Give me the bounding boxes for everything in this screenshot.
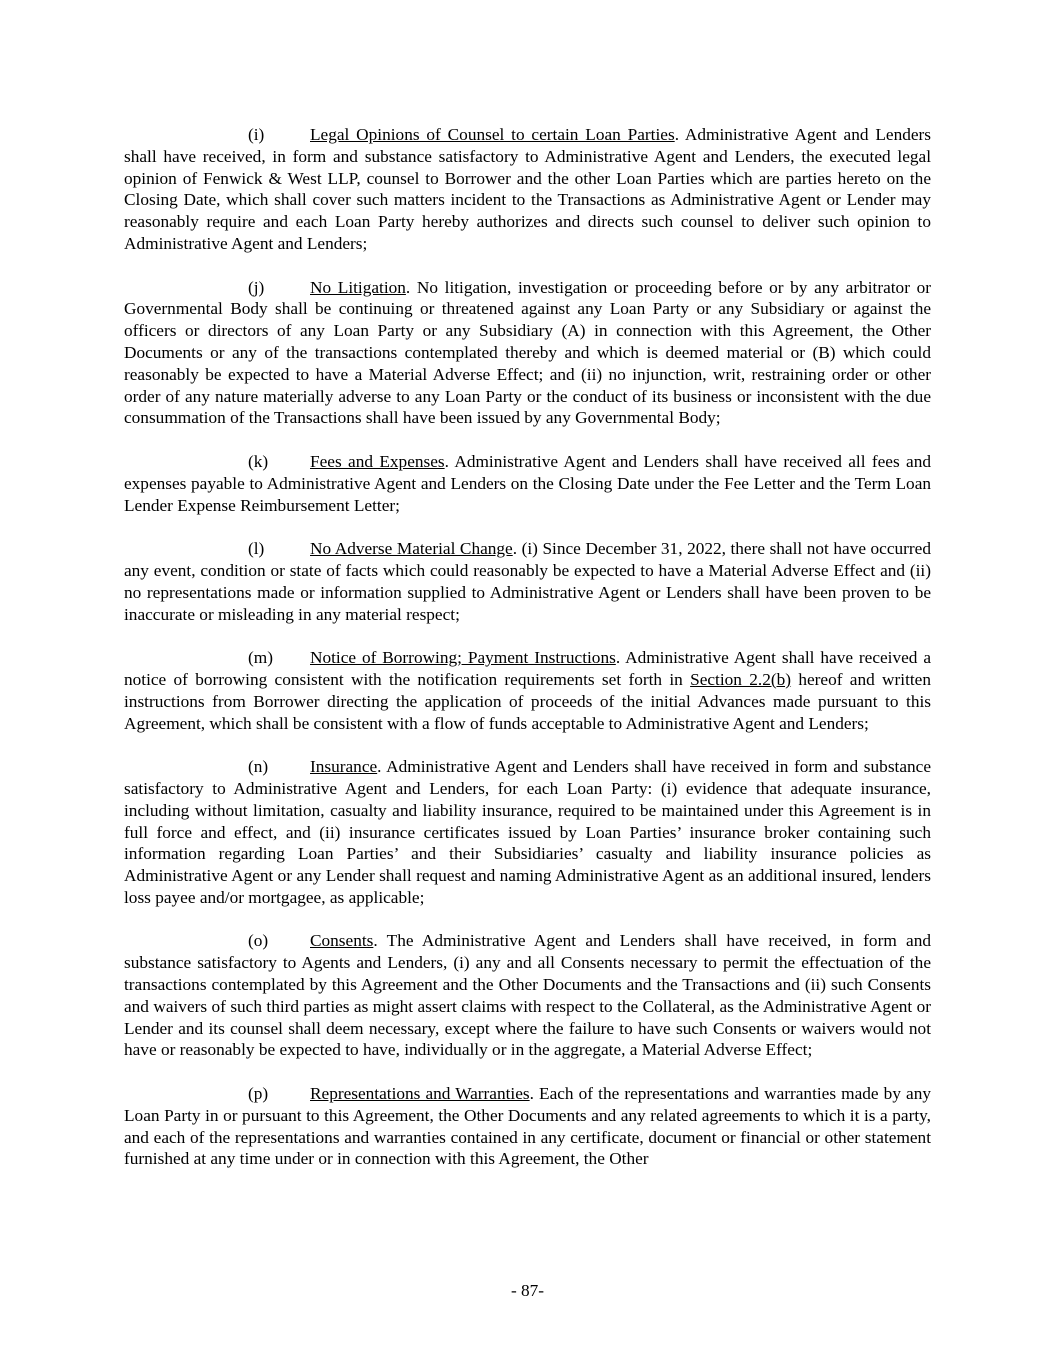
section-label: (n) [248, 757, 269, 777]
section-heading: Representations and Warranties [310, 1084, 530, 1104]
section-heading: Insurance [310, 757, 378, 777]
section-body: . No litigation, investigation or proceeding before or by any arbitrator or Governmental Body shall be continuing or threatened against any Loan Party or any Subsidiary or against the officers or directors of any Loan Party or any Subsidiary (A) in connection with this Agreement, the Other Documents or any of the transactions contemplated thereby and which is deemed material or (B) which could reasonably be expected to have a Material Adverse Effect; and (ii) no injunction, writ, restraining order or other order of any nature materially adverse to any Loan Party or the conduct of its business or inconsistent with the due consummation of the Transactions shall have been issued by any Governmental Body; [124, 277, 931, 428]
section-label: (j) [248, 277, 265, 297]
page-number: - 87- [510, 1281, 545, 1300]
section-label: (l) [248, 539, 265, 559]
section-body-after: hereof and written instructions from Borrower directing the application of proceeds of the initial Advances made pursuant to this Agreement, which shall be consistent with a flow of funds acceptable to Administrative Agent and Lenders; [124, 669, 931, 733]
section-body-before: . Administrative Agent shall have received a notice of borrowing consistent with the notification requirements set forth in [124, 648, 932, 689]
section-body: . Each of the representations and warranties made by any Loan Party in or pursuant to this Agreement, the Other Documents and any related agreements to which it is a party, and each of the representations and warranties contained in any certificate, document or financial or other statement furnished at any time under or in connection with this Agreement, the Other [124, 1084, 931, 1169]
section-label: (o) [248, 931, 269, 951]
section-label: (i) [248, 125, 265, 144]
section-body: . The Administrative Agent and Lenders shall have received, in form and substance satisfactory to Agents and Lenders, (i) any and all Consents necessary to permit the effectuation of the transactions contemplated by this Agreement and the Other Documents and the Transactions and (ii) such Consents and waivers of such third parties as might assert claims with respect to the Collateral, as the Administrative Agent or Lender and its counsel shall deem necessary, except where the failure to have such Consents or waivers would not have or reasonably be expected to have, individually or in the aggregate, a Material Adverse Effect; [124, 931, 931, 1060]
document-page [124, 124, 931, 1192]
section-body: . (i) Since December 31, 2022, there shall not have occurred any event, condition or state of facts which could reasonably be expected to have a Material Adverse Effect and (ii) no representations made or information supplied to Administrative Agent or Lenders shall have been proven to be inaccurate or misleading in any material respect; [124, 539, 931, 624]
section-label: (m) [248, 648, 273, 668]
section-o [124, 930, 931, 1061]
section-heading: Fees and Expenses [310, 451, 445, 471]
section-reference-link: Section 2.2(b) [690, 669, 792, 689]
section-k [124, 451, 931, 516]
section-i [124, 124, 931, 255]
section-j [124, 277, 931, 430]
section-heading: No Adverse Material Change [310, 539, 513, 559]
section-n [124, 756, 931, 909]
section-body: . Administrative Agent and Lenders shall have received in form and substance satisfactory to Administrative Agent and Lenders, for each Loan Party: (i) evidence that adequate insurance, including without limitation, casualty and liability insurance, required to be maintained under this Agreement is in full force and effect, and (ii) insurance certificates issued by Loan Parties’ insurance broker containing such information regarding Loan Parties’ and their Subsidiaries’ casualty and liability insurance policies as Administrative Agent or any Lender shall request and naming Administrative Agent as an additional insured, lenders loss payee and/or mortgagee, as applicable; [124, 757, 931, 907]
section-heading: Consents [310, 931, 374, 951]
section-l [124, 538, 931, 625]
section-body: . Administrative Agent and Lenders shall have received, in form and substance satisfactory to Administrative Agent and Lenders, the executed legal opinion of Fenwick & West LLP, counsel to Borrower and the other Loan Parties which are parties hereto on the Closing Date, which shall cover such matters incident to the Transactions as Administrative Agent or Lender may reasonably require and each Loan Party hereby authorizes and directs such counsel to deliver such opinion to Administrative Agent and Lenders; [124, 125, 932, 253]
section-label: (k) [248, 451, 269, 471]
section-p [124, 1083, 931, 1170]
section-heading: No Litigation [310, 277, 406, 297]
section-body: . Administrative Agent and Lenders shall have received all fees and expenses payable to Administrative Agent and Lenders on the Closing Date under the Fee Letter and the Term Loan Lender Expense Reimbursement Letter; [124, 451, 931, 515]
section-m [124, 647, 931, 734]
section-label: (p) [248, 1084, 269, 1104]
section-heading: Legal Opinions of Counsel to certain Loan Parties [310, 125, 675, 144]
section-heading: Notice of Borrowing; Payment Instructions [310, 648, 616, 668]
